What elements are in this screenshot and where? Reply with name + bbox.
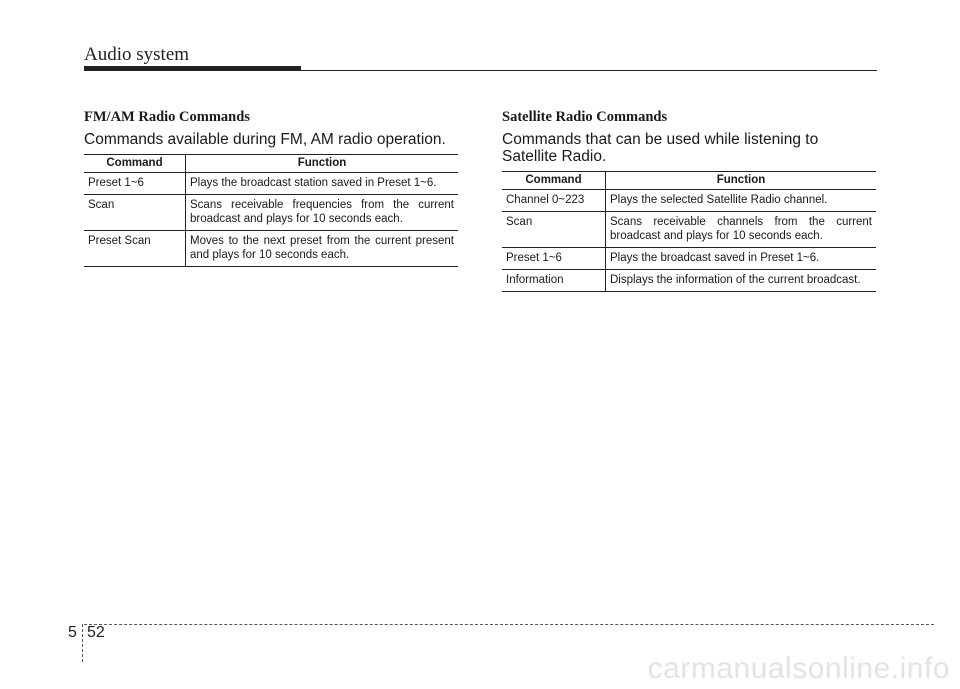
table-row [502, 248, 876, 270]
table-row [502, 212, 876, 248]
column-header-function: Function [186, 155, 459, 173]
table-header-row [84, 155, 458, 173]
satellite-commands-table [502, 171, 876, 292]
command-cell: Scan [84, 195, 186, 231]
command-cell: Preset Scan [84, 231, 186, 267]
command-cell: Channel 0~223 [502, 190, 606, 212]
satellite-description: Commands that can be used while listening to Satellite Radio. [502, 131, 819, 165]
table-row [84, 195, 458, 231]
function-cell: Moves to the next preset from the current present and plays for 10 seconds each. [186, 231, 459, 267]
fm-am-commands-table [84, 154, 458, 267]
footer-dashed-divider [82, 624, 83, 662]
satellite-title: Satellite Radio Commands [502, 109, 668, 125]
function-cell: Plays the broadcast station saved in Preset 1~6. [186, 173, 459, 195]
header-rule-thin [301, 70, 877, 71]
satellite-section [502, 109, 876, 292]
page-number: 52 [87, 624, 105, 641]
function-cell: Plays the selected Satellite Radio channel. [606, 190, 877, 212]
chapter-number: 5 [68, 624, 77, 641]
command-cell: Preset 1~6 [502, 248, 606, 270]
column-header-command: Command [502, 172, 606, 190]
table-row [84, 173, 458, 195]
fm-am-description: Commands available during FM, AM radio operation. [84, 131, 446, 148]
footer-dashed-rule [84, 624, 934, 625]
watermark: carmanualsonline.info [647, 652, 950, 685]
command-cell: Scan [502, 212, 606, 248]
fm-am-title: FM/AM Radio Commands [84, 109, 250, 125]
function-cell: Displays the information of the current broadcast. [606, 270, 877, 292]
command-cell: Information [502, 270, 606, 292]
table-row [84, 231, 458, 267]
page-header-title: Audio system [84, 44, 190, 65]
function-cell: Scans receivable channels from the current broadcast and plays for 10 seconds each. [606, 212, 877, 248]
column-header-function: Function [606, 172, 877, 190]
column-header-command: Command [84, 155, 186, 173]
function-cell: Scans receivable frequencies from the current broadcast and plays for 10 seconds each. [186, 195, 459, 231]
fm-am-section [84, 109, 458, 267]
table-row [502, 190, 876, 212]
table-row [502, 270, 876, 292]
function-cell: Plays the broadcast saved in Preset 1~6. [606, 248, 877, 270]
header-rule-thick [84, 66, 301, 71]
command-cell: Preset 1~6 [84, 173, 186, 195]
table-header-row [502, 172, 876, 190]
